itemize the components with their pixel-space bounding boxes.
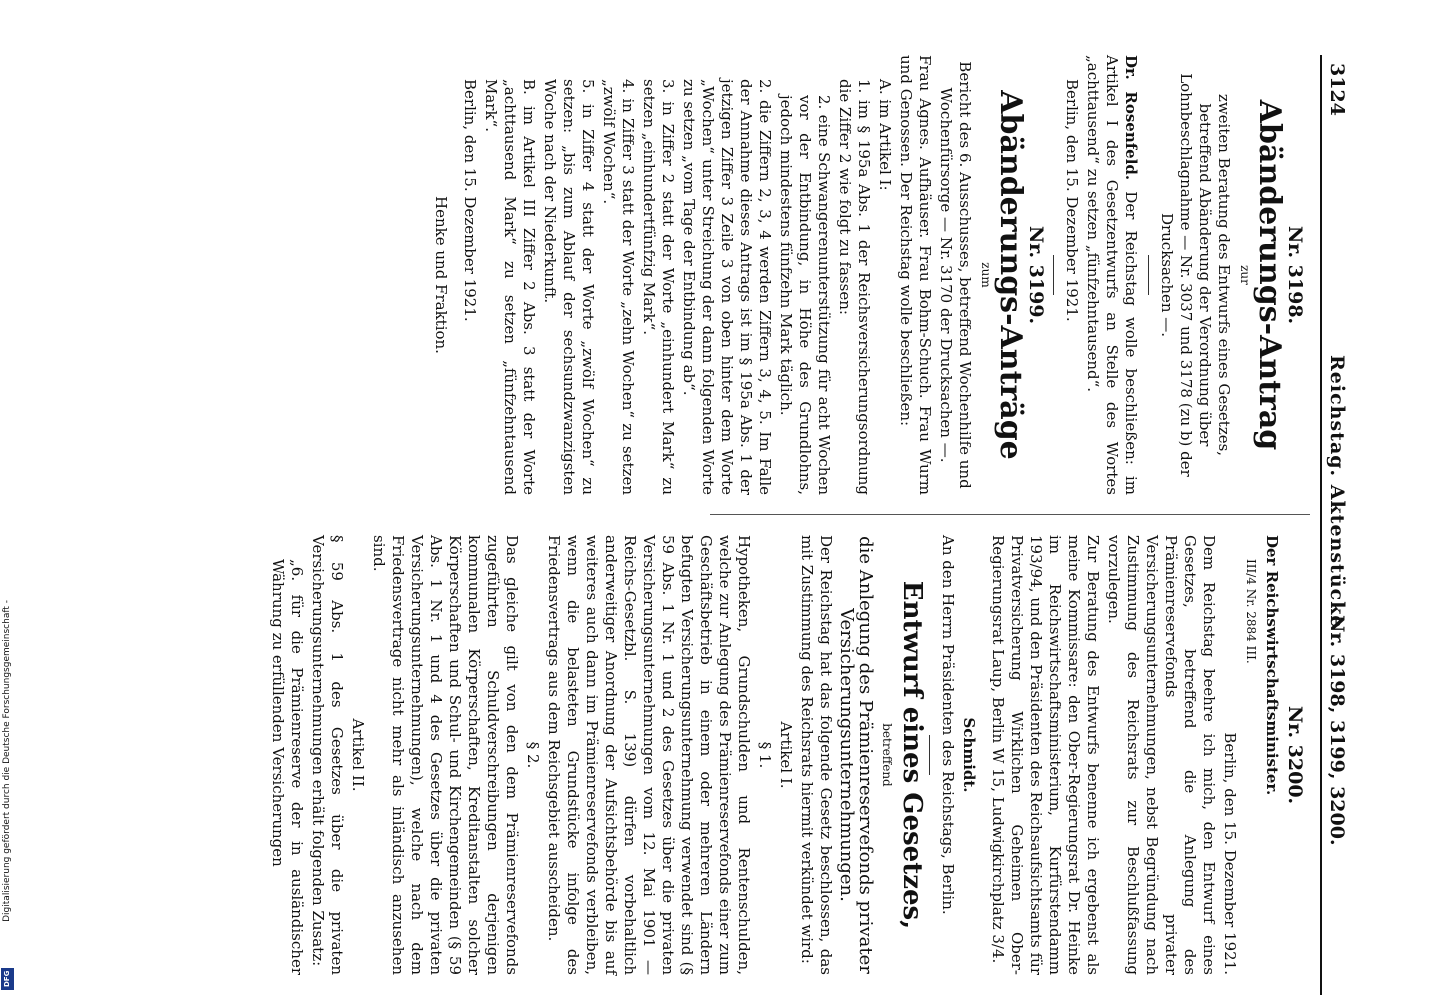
item-5: 5. in Ziffer 4 statt der Worte „zwölf Wochen“ zu setzen: „bis zum Ablauf der sechsundzwanzigsten Woche nach der Niederkunft. bbox=[541, 79, 597, 495]
column-divider bbox=[710, 514, 1310, 515]
motion-3198-author: Dr. Rosenfeld. bbox=[1122, 55, 1140, 181]
subject-3198: zweiten Beratung des Entwurfs eines Gesetzes, betreffend Abänderung der Verordnung über Lohnbeschlagnahme — Nr. 3037 und 3178 (zu b) der Drucksachen —. bbox=[1158, 73, 1233, 477]
separator-rule bbox=[1148, 255, 1149, 295]
scanned-page bbox=[0, 55, 1350, 995]
signature-3200: Schmidt. bbox=[960, 717, 978, 793]
page-header bbox=[1320, 55, 1350, 995]
artikel-2-text: § 59 Abs. 1 des Gesetzes über die privaten Versicherungsunternehmungen erhält folgenden Zusatz: bbox=[309, 535, 346, 975]
digitization-credit bbox=[2, 600, 14, 995]
b-item: B. im Artikel III Ziffer 2 Abs. 3 statt der Worte „achttausend Mark“ zu setzen „fünfzehntausend Mark“. bbox=[482, 79, 538, 495]
item-4: 4. in Ziffer 3 statt der Worte „zehn Wochen“ zu setzen „zwölf Wochen“. bbox=[600, 79, 637, 495]
page-number: 3124 bbox=[1326, 63, 1348, 116]
paragraph-1-text: Hypotheken, Grundschulden und Rentenschulden, welche zur Anlegung des Prämienreservefonds einer zum Geschäftsbetrieb in einem oder mehreren Ländern befugten Versicherungsunternehmung verwendet sind (§ 59 Abs. 1 Nr. 1 und 2 des Gesetzes über die privaten Versicherungsunternehmungen vom 12. Mai 1901 — Reichs-Gesetzbl. S. 139) dürfen vorbehaltlich anderweitiger Anordnung der Aufsichtsbehörde bis auf weiteres auch dann im Prämienreservefonds verbleiben, wenn die belasteten Grundstücke infolge des Friedensvertrags aus dem Reichsgebiet ausscheiden. bbox=[545, 535, 753, 975]
sender: Der Reichswirtschaftsminister. bbox=[1263, 535, 1281, 796]
artikel-1-heading: Artikel I. bbox=[777, 721, 795, 789]
title-3198: Abänderungs-Antrag bbox=[1252, 99, 1287, 451]
letter-paragraph-2: Zur Beratung des Entwurfs benenne ich ergebenst als meine Kommissare: den Ober-Regierungsrat Dr. Heinke im Reichswirtschaftsministerium, Kurfürstendamm 193/94, und den Präsidenten des Reichsaufsichtsamts für Privatversicherung Wirklichen Geheimen Ober-Regierungsrat Laup, Berlin W 15, Ludwigkirchplatz 3/4. bbox=[989, 535, 1102, 975]
date-3198: Berlin, den 15. Dezember 1921. bbox=[1063, 79, 1081, 322]
letter-paragraph-1: Dem Reichstag beehre ich mich, den Entwurf eines Gesetzes, betreffend die Anlegung des Prämienreservefonds privater Versicherungsunternehmungen, nebst Begründung nach Zustimmung des Reichsrats zur Beschlußfassung vorzulegen. bbox=[1105, 535, 1218, 975]
credit-text: Digitalisierung gefördert durch die Deutsche Forschungsgemeinschaft - bbox=[2, 600, 12, 922]
motion-3198-text: Der Reichstag wolle beschließen: im Artikel I des Gesetzentwurfs an Stelle des Wortes „achttausend“ zu setzen „fünfzehntausend“. bbox=[1084, 55, 1140, 495]
item-1: 1. im § 195a Abs. 1 der Reichsversicherungsordnung die Ziffer 2 wie folgt zu fassen: bbox=[836, 79, 873, 495]
signature-3199: Henke und Fraktion. bbox=[432, 196, 450, 354]
title-3199: Abänderungs-Anträge bbox=[993, 90, 1028, 460]
nr-3200: Nr. 3200. bbox=[1284, 705, 1306, 805]
left-column bbox=[431, 55, 1310, 495]
header-right: Nr. 3198, 3199, 3200. bbox=[1326, 615, 1348, 846]
paragraph-2-heading: § 2. bbox=[524, 741, 542, 769]
item-1-2: 2. eine Schwangerenunterstützung für acht Wochen vor der Entbindung, in Höhe des Grundlohns, jedoch mindestens fünfzehn Mark täglich. bbox=[777, 95, 833, 495]
authors-3199: Frau Agnes. Aufhäuser. Frau Bohm-Schuch. Frau Wurm und Genossen. Der Reichstag wolle beschließen: bbox=[897, 55, 934, 495]
separator-rule bbox=[929, 735, 930, 775]
draft-subject: die Anlegung des Prämienreservefonds privater Versicherungsunternehmungen. bbox=[836, 536, 876, 974]
dfg-logo: DFG bbox=[1, 968, 14, 990]
header-center: Reichstag. Aktenstücke bbox=[1326, 355, 1348, 629]
nr-3199: Nr. 3199. bbox=[1025, 225, 1047, 325]
paragraph-2-text: Das gleiche gilt von den dem Prämienreservefonds zugeführten Schuldverschreibungen derjenigen kommunalen Körperschaften, Kreditanstalten solcher Körperschaften und Schul- und Kirchengemeinden (§ 59 Abs. 1 Nr. 1 und 4 des Gesetzes über die privaten Versicherungsunternehmungen), welche nach dem Friedensvertrage nicht mehr als inländisch anzusehen sind. bbox=[370, 535, 521, 975]
item-3: 3. in Ziffer 2 statt der Worte „einhundert Mark“ zu setzen „einhundertfünfzig Mark“. bbox=[640, 79, 677, 495]
zum-label: zum bbox=[979, 262, 993, 288]
right-column bbox=[266, 535, 1310, 975]
reference: III/4 Nr. 2884 III. bbox=[1244, 559, 1258, 664]
separator-rule bbox=[1053, 255, 1054, 295]
artikel-2-heading: Artikel II. bbox=[349, 718, 367, 792]
zur-label: zur bbox=[1238, 265, 1252, 285]
nr-3198: Nr. 3198. bbox=[1284, 225, 1306, 325]
subject-3199: Bericht des 6. Ausschusses, betreffend Wochenhilfe und Wochenfürsorge — Nr. 3170 der Drucksachen —. bbox=[937, 61, 974, 489]
enactment-clause: Der Reichstag hat das folgende Gesetz beschlossen, das mit Zustimmung des Reichsrats hiermit verkündet wird: bbox=[798, 535, 835, 975]
draft-title: Entwurf eines Gesetzes, bbox=[897, 580, 927, 930]
betreffend-label: betreffend bbox=[880, 723, 894, 787]
date-3200: Berlin, den 15. Dezember 1921. bbox=[1221, 732, 1239, 975]
item-2: 2. die Ziffern 2, 3, 4 werden Ziffern 3, 4, 5. Im Falle der Annahme dieses Antrags ist im § 195a Abs. 1 der jetzigen Ziffer 3 Zeile 3 von oben hinter dem Worte „Wochen“ unter Streichung der dann folgenden Worte zu setzen „vom Tage der Entbindung ab“. bbox=[680, 79, 774, 495]
paragraph-1-heading: § 1. bbox=[756, 741, 774, 769]
artikel-2-quote: „6. für die Prämienreserve der in ausländischer Währung zu erfüllenden Versicherungen bbox=[269, 559, 306, 975]
a-item: A. im Artikel I: bbox=[876, 79, 894, 191]
date-3199: Berlin, den 15. Dezember 1921. bbox=[461, 79, 479, 322]
addressee: An den Herrn Präsidenten des Reichstags, Berlin. bbox=[939, 535, 957, 915]
